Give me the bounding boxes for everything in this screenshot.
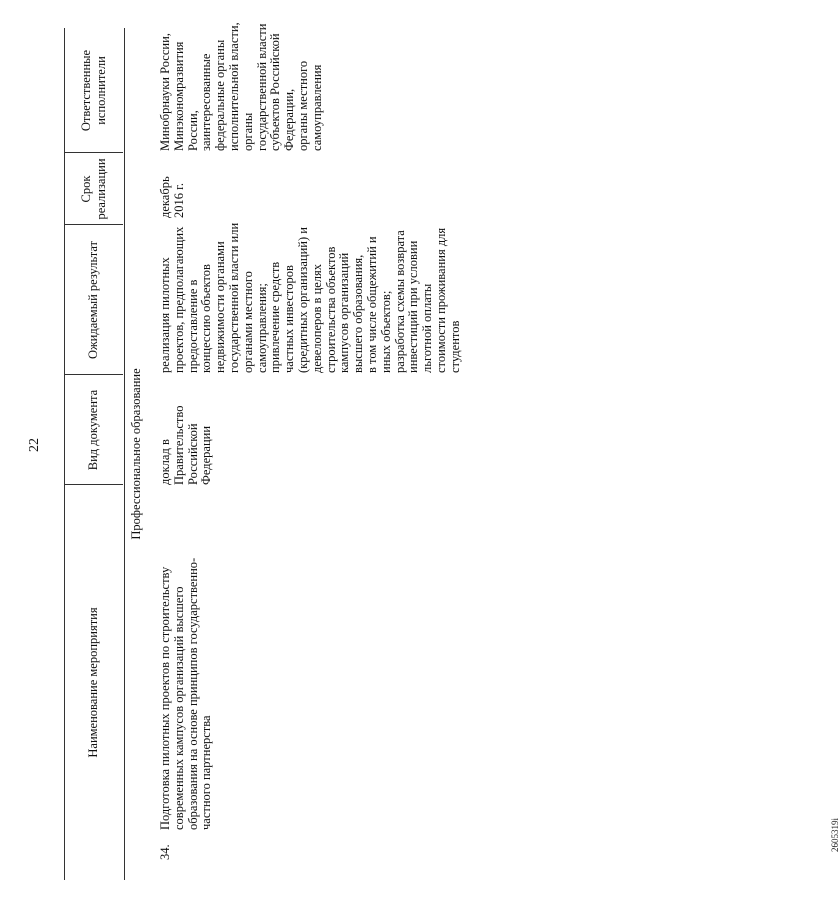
- header-responsible: [64, 28, 123, 153]
- row-deadline-line: декабрь: [158, 176, 172, 218]
- row-deadline: [159, 158, 187, 218]
- row-result-line: иных объектов;: [378, 290, 393, 373]
- row-result-line: частных инвесторов: [282, 265, 297, 373]
- row-result-line: кампусов организаций: [337, 252, 352, 373]
- header-name: [64, 485, 123, 880]
- row-deadline-line: 2016 г.: [171, 183, 186, 218]
- row-result-line: привлечение средств: [268, 261, 283, 373]
- row-responsible-line: органы местного: [295, 60, 310, 151]
- row-result-line: девелоперов в целях: [309, 263, 324, 373]
- header-result: [64, 225, 123, 375]
- row-responsible-line: государственной власти: [254, 23, 269, 151]
- row-responsible-line: Федерации,: [282, 88, 297, 151]
- header-responsible-line2: исполнители: [93, 56, 108, 125]
- header-result-text: Ожидаемый результат: [86, 240, 100, 360]
- row-result-line: строительства объектов: [323, 246, 338, 373]
- row-responsible-line: субъектов Российской: [268, 33, 283, 151]
- row-result-line: концессию объектов: [199, 264, 214, 373]
- row-result-line: льготной оплаты: [420, 283, 435, 373]
- row-responsible-line: исполнительной власти,: [226, 22, 241, 151]
- row-result-line: студентов: [447, 320, 462, 373]
- row-result-line: высшего образования,: [351, 254, 366, 373]
- row-result-line: инвестиций при условии: [406, 240, 421, 373]
- row-result-line: предоставление в: [185, 279, 200, 373]
- header-deadline: [64, 153, 123, 225]
- row-responsible-line: Минэкономразвития: [171, 41, 186, 151]
- row-number: 34.: [158, 844, 172, 860]
- section-title: Профессиональное образование: [129, 368, 143, 540]
- row-result-line: проектов, предполагающих: [171, 226, 186, 373]
- row-doc-line: Правительство: [171, 405, 186, 485]
- row-doc-line: доклад в: [158, 439, 172, 485]
- row-name-line: образования на основе принципов государственно-: [185, 557, 200, 830]
- row-responsible-line: России,: [185, 110, 200, 151]
- row-result: [159, 173, 463, 373]
- row-responsible-line: заинтересованные: [199, 53, 214, 151]
- header-deadline-line2: реализации: [93, 158, 108, 220]
- row-result-line: реализация пилотных: [158, 257, 172, 373]
- row-result-line: недвижимости органами: [213, 241, 228, 373]
- row-responsible: [159, 11, 325, 151]
- row-name: [159, 510, 214, 830]
- row-responsible-line: органы: [240, 112, 255, 151]
- row-doc-type: [159, 385, 214, 485]
- rotated-page: [23, 10, 617, 880]
- row-result-line: государственной власти или: [226, 222, 241, 373]
- page-number: 22: [27, 438, 42, 452]
- row-doc-line: Российской: [185, 423, 200, 485]
- header-doc-type-text: Вид документа: [86, 389, 100, 471]
- row-result-line: стоимости проживания для: [433, 227, 448, 373]
- header-name-text: Наименование мероприятия: [86, 607, 100, 758]
- row-result-line: в том числе общежитий и: [364, 236, 379, 373]
- row-result-line: самоуправления;: [254, 283, 269, 373]
- header-responsible-line1: Ответственные: [78, 49, 93, 132]
- row-name-line: Подготовка пилотных проектов по строительству: [158, 566, 172, 830]
- header-doc-type: [64, 375, 123, 485]
- header-deadline-line1: Срок: [78, 175, 93, 203]
- row-result-line: (кредитных организаций) и: [295, 227, 310, 373]
- row-result-line: органами местного: [240, 271, 255, 373]
- row-responsible-line: федеральные органы: [213, 39, 228, 151]
- row-doc-line: Федерации: [199, 425, 214, 485]
- row-result-line: разработка схемы возврата: [392, 230, 407, 373]
- document-code: 2605319i: [830, 817, 840, 852]
- row-name-line: современных кампусов организаций высшего: [171, 586, 186, 830]
- row-responsible-line: Минобрнауки России,: [158, 33, 172, 151]
- row-name-line: частного партнерства: [199, 715, 214, 830]
- row-responsible-line: самоуправления: [309, 64, 324, 151]
